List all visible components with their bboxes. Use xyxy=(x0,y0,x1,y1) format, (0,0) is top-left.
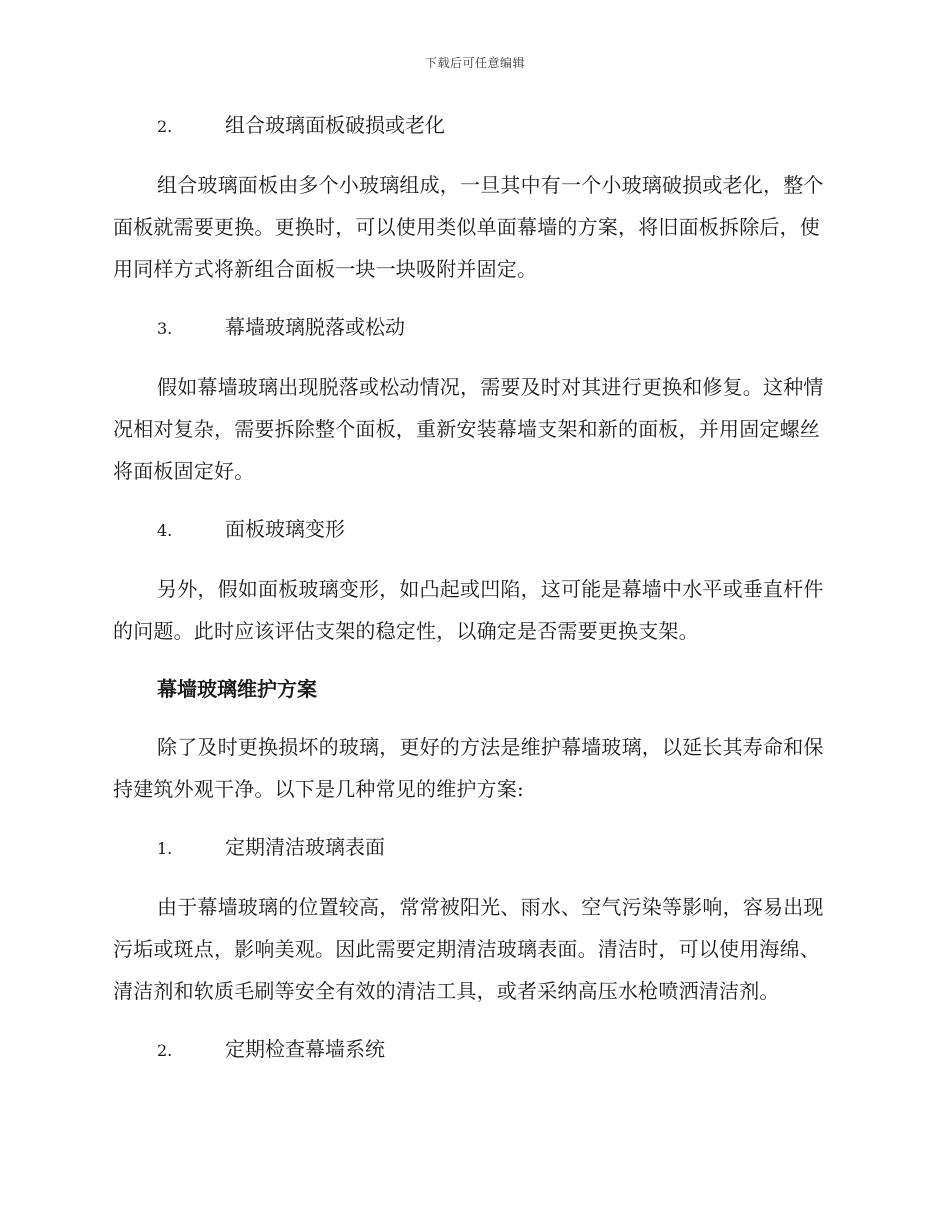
list-heading-3 xyxy=(157,310,831,346)
paragraph: 假如幕墙玻璃出现脱落或松动情况，需要及时对其进行更换和修复。这种情况相对复杂，需要拆除整个面板，重新安装幕墙支架和新的面板，并用固定螺丝将面板固定好。 xyxy=(113,375,824,483)
list-heading-4 xyxy=(157,512,831,548)
list-heading-m2 xyxy=(157,1032,831,1068)
list-number: 2. xyxy=(157,1041,173,1060)
list-heading-text: 定期检查幕墙系统 xyxy=(225,1037,385,1061)
document-body xyxy=(113,108,831,1068)
list-heading-text: 定期清洁玻璃表面 xyxy=(225,835,385,859)
list-heading-m1 xyxy=(157,830,831,866)
paragraph: 组合玻璃面板由多个小玻璃组成，一旦其中有一个小玻璃破损或老化，整个面板就需要更换。更换时，可以使用类似单面幕墙的方案，将旧面板拆除后，使用同样方式将新组合面板一块一块吸附并固定。 xyxy=(113,173,824,281)
list-heading-2 xyxy=(157,108,831,144)
paragraph: 由于幕墙玻璃的位置较高，常常被阳光、雨水、空气污染等影响，容易出现污垢或斑点，影响美观。因此需要定期清洁玻璃表面。清洁时，可以使用海绵、清洁剂和软质毛刷等安全有效的清洁工具，或者采纳高压水枪喷洒清洁剂。 xyxy=(113,895,824,1003)
paragraph: 除了及时更换损坏的玻璃，更好的方法是维护幕墙玻璃，以延长其寿命和保持建筑外观干净。以下是几种常见的维护方案: xyxy=(113,735,824,801)
list-heading-text: 幕墙玻璃脱落或松动 xyxy=(225,315,405,339)
page-header: 下载后可任意编辑 xyxy=(424,56,525,70)
list-number: 3. xyxy=(157,319,173,338)
list-heading-text: 组合玻璃面板破损或老化 xyxy=(225,113,445,137)
list-heading-text: 面板玻璃变形 xyxy=(225,517,345,541)
list-number: 1. xyxy=(157,839,173,858)
paragraph: 另外，假如面板玻璃变形，如凸起或凹陷，这可能是幕墙中水平或垂直杆件的问题。此时应该评估支架的稳定性，以确定是否需要更换支架。 xyxy=(113,577,824,643)
list-number: 2. xyxy=(157,117,173,136)
list-number: 4. xyxy=(157,521,173,540)
section-title: 幕墙玻璃维护方案 xyxy=(157,677,317,701)
